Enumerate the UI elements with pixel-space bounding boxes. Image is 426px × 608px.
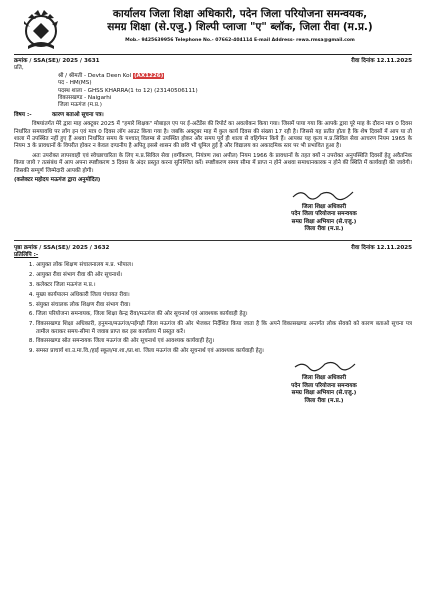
letter-date: रीवा दिनांक 12.11.2025	[351, 58, 412, 64]
letterhead	[14, 4, 412, 52]
office-title: कार्यालय जिला शिक्षा अधिकारी, पदेन जिला परियोजना समन्वयक,	[112, 8, 368, 20]
list-item: 2. आयुक्त रीवा संभाग रीवा की ओर सूचनार्थ।	[36, 272, 412, 279]
office-address: समग्र शिक्षा (से.एजु.) शिल्पी प्लाजा "ए" ब्लॉक, जिला रीवा (म.प्र.)	[107, 21, 373, 33]
header-divider	[14, 54, 412, 55]
recipient-school: पदस्थ शाला - GHSS KHARRA(1 to 12) (23140506111)	[58, 87, 198, 94]
list-item: 7. विकासखण्ड शिक्षा अधिकारी, हनुमना/मऊगंज/नईगढ़ी जिला मऊगंज की ओर भेजकर निर्देशित किया जाता है कि अपने विकासखण्ड अन्तर्गत लोक सेवको को कारण बताओ सूचना पत्र तामील कराकर समय-सीमा में जवाब प्राप्त कर इस कार्यालय में प्रस्तुत करें।	[36, 321, 412, 336]
letter-ref-number: क्रमांक / SSA(SE)/ 2025 / 3631	[14, 58, 100, 64]
recipient-post: पद - HM(MS)	[58, 80, 92, 87]
list-item: 8. विकासखण्ड स्रोत समन्वयक जिला मऊगंज की ओर सूचनार्थ एवं आवश्यक कार्यवाही हेतु।	[36, 338, 412, 345]
recipient-district: जिला मऊगंज (म.प्र.)	[58, 102, 102, 109]
signature-icon	[289, 358, 359, 372]
list-item: 5. संयुक्त संचालक लोक शिक्षण रीवा संभाग रीवा।	[36, 302, 412, 309]
copy-ref-row	[14, 245, 412, 252]
copy-list	[36, 262, 412, 355]
copy-heading: प्रतिलिपि :-	[14, 251, 39, 258]
recipient-block: विकासखण्ड - Naigarhi	[58, 95, 112, 102]
prati-label: प्रति,	[14, 65, 24, 72]
signature-block-2: जिला शिक्षा अधिकारी पदेन जिला परियोजना समन्वयक समग्र शिक्षा अभियान (से.एजु.) जिला रीवा (म.प्र.)	[254, 358, 394, 405]
list-item: 6. जिला परियोजना समन्वयक, जिला शिक्षा केन्द्र रीवा/मऊगंज की ओर सूचनार्थ एवं आवश्यक कार्यवाही हेतु।	[36, 311, 412, 318]
recipient-code-highlight: (AX1226)	[133, 72, 164, 79]
copy-ref-number: पृष्ठा क्रमांक / SSA(SE)/ 2025 / 3632	[14, 244, 110, 251]
signature-block-1: जिला शिक्षा अधिकारी पदेन जिला परियोजना समन्वयक समग्र शिक्षा अभियान (से.एजु.) जिला रीवा (म.प्र.)	[254, 187, 394, 234]
letterhead-text	[68, 4, 412, 44]
samagra-shiksha-logo-icon	[14, 4, 68, 52]
letter-ref-row	[14, 58, 412, 65]
list-item: 1. आयुक्त लोक शिक्षण संचालनालय म.प्र. भोपाल।	[36, 262, 412, 269]
list-item: 9. समस्त प्राचार्य शा.उ.मा.वि./हाई स्कूल/मा.शा./प्रा.शा. जिला मऊगंज की ओर सूचनार्थ एवं आवश्यक कार्यवाही हेतु।	[36, 348, 412, 355]
office-contact: Mob.- 9425639956 Telephone No.- 07662-404114 E-mail Address- rewa.rmsa@gmail.com	[125, 38, 355, 43]
list-item: 4. मुख्य कार्यपालन अधिकारी जिला पंचायत रीवा।	[36, 292, 412, 299]
subject-line: विषय :- कारण बताओ सूचना पत्र।	[14, 111, 104, 118]
section-divider	[14, 240, 412, 241]
approval-note: (कलेक्टर महोदय मऊगंज द्वारा अनुमोदित)	[14, 177, 101, 184]
copy-date: रीवा दिनांक 12.11.2025	[351, 244, 412, 251]
list-item: 3. कलेक्टर जिला मऊगंज म.प्र.।	[36, 282, 412, 289]
recipient-address	[58, 73, 412, 110]
recipient-name: श्री / श्रीमती - Devta Deen Kol (AX1226)	[58, 72, 164, 79]
signature-icon	[289, 187, 359, 201]
body-paragraph-2: अतः उपरोक्त लापरवाही एवं स्वेच्छाचारिता के लिए म.प्र.सिविल सेवा (वर्गीकरण, नियंत्रण तथा अपील) नियम 1966 के प्रावधानों के तहत क्यों न उपरोक्त अनुपस्थिति दिवसों हेतु अवैतनिक किया जाये ? तत्संबंध में आप अपना स्पष्टीकरण 3 दिवस के अंदर प्रस्तुत करना सुनिश्चित करें। स्पष्टीकरण समय सीमा में प्राप्त न होने अथवा समाधानकारक न होने की स्थिति में कार्यवाही की जावेगी। जिसकी सम्पूर्ण जिम्मेदारी आपकी होगी।	[14, 152, 412, 174]
body-paragraph-1: विषयांतर्गत मेरे द्वारा माह अक्टूबर 2025 में "हमारे शिक्षक" मोबाइल एप पर ई-अटेंडेंस की रिपोर्ट का अवलोकन किया गया। जिसमें पाया गया कि आपके द्वारा पूरे माह के दौरान मात्र 0 दिवस निर्धारित समयावधि पर लॉग इन एवं मात्र 0 दिवस लॉग आउट किया गया है। जबकि अक्टूबर माह में कुल कार्य दिवस की संख्या 17 रही है। जिससे यह प्रतीत होता है कि शेष दिवसों में आप या तो शाला में उपस्थित नहीं हुए हैं अथवा निर्धारित समय के पश्चात् विलम्ब से उपस्थित होकर और समय पूर्व ही शाला से वहिर्गमन किये हैं। आपका यह कृत्य म.प्र.सिविल सेवा आचरण नियम 1965 के नियम 3 के प्रावधानों के विपरीत होकर न केवल दण्डनीय है अपितु इससे शासन की छवि भी धूमिल हुई है और विद्यालय का अकादमिक स्तर पर भी प्रभावित हुआ है।	[14, 121, 412, 150]
